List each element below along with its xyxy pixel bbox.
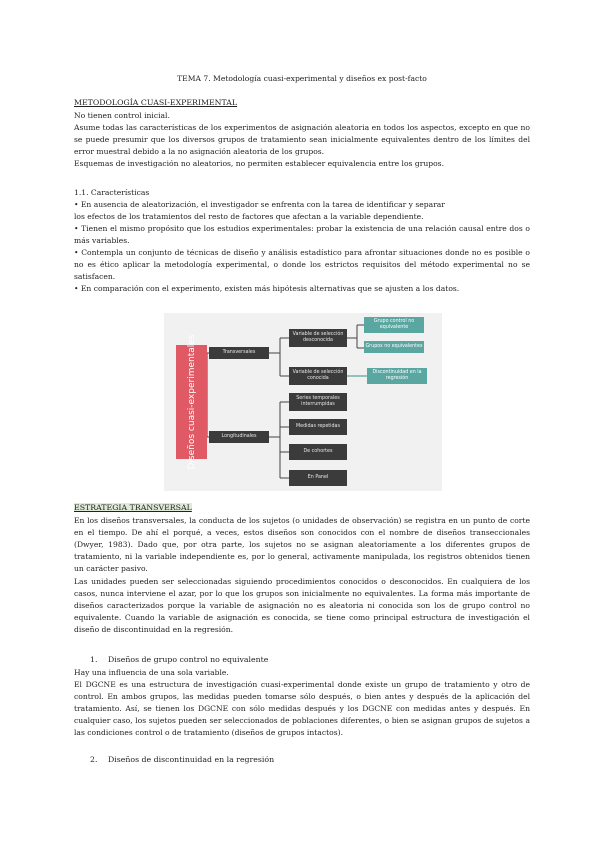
page-title: TEMA 7. Metodología cuasi-experimental y diseños ex post-facto	[177, 74, 427, 83]
bullet-1b: los efectos de los tratamientos del resto de factores que afectan a la variable dependiente.	[74, 212, 424, 221]
node-longitudinales: Longitudinales	[209, 431, 269, 443]
node-medidas: Medidas repetidas	[289, 419, 347, 435]
paragraph-dgcne: El DGCNE es una estructura de investigación cuasi-experimental donde existe un grupo de tratamiento y otro de control. En ambos grupos, las medidas pueden tomarse sólo después, o bien antes y después de la aplicación del tratamiento. Así, se tienen los DGCNE con sólo medidas después y los DGCNE con medidas antes y después. En cualquier caso, los sujetos pueden ser seleccionados de poblaciones diferentes, o bien se asignan grupos de sujetos a las condiciones control o de tratamiento (diseños de grupos intactos).	[74, 680, 530, 737]
bullet-4: • En comparación con el experimento, existen más hipótesis alternativas que se ajusten a los datos.	[74, 284, 460, 293]
node-discontinuidad: Discontinuidad en la regresión	[367, 368, 427, 384]
node-transversales: Transversales	[209, 347, 269, 359]
heading-transversal-text: ESTRATEGIA TRANSVERSAL	[74, 503, 192, 512]
classification-diagram	[164, 313, 442, 491]
node-grupo-control: Grupo control no equivalente	[364, 317, 424, 333]
paragraph-transversal-1: En los diseños transversales, la conducta de los sujetos (o unidades de observación) se registra en un punto de corte en el tiempo. De ahí el porqué, a veces, estos diseños son conocidos con el nombre de diseños transeccionales (Dwyer, 1983). Dado que, por otra parte, los sujetos no se asignan aleatoriamente a los diferentes grupos de tratamiento, ni la variable independiente es, por lo general, activamente manipulada, los registros obtenidos tienen un carácter pasivo.	[74, 516, 530, 573]
section-heading-transversal	[74, 503, 192, 512]
bullet-1a: • En ausencia de aleatorización, el investigador se enfrenta con la tarea de identificar y separar	[74, 200, 445, 209]
list-item-1: Diseños de grupo control no equivalente	[108, 655, 269, 664]
bullet-2: • Tienen el mismo propósito que los estudios experimentales: probar la existencia de una relación causal entre dos o más variables.	[74, 224, 530, 245]
node-cohortes: De cohortes	[289, 444, 347, 460]
list-item-2: Diseños de discontinuidad en la regresión	[108, 755, 275, 764]
node-panel: En Panel	[289, 470, 347, 486]
text-influencia: Hay una influencia de una sola variable.	[74, 668, 229, 677]
subheading-caracteristicas: 1.1. Características	[74, 188, 150, 197]
section-heading-cuasi: METODOLOGÍA CUASI-EXPERIMENTAL	[74, 98, 238, 107]
node-series: Series temporales interrumpidas	[289, 393, 347, 411]
text-esquemas: Esquemas de investigación no aleatorios, no permiten establecer equivalencia entre los grupos.	[74, 159, 444, 168]
node-vsel-conocida: Variable de selección conocida	[289, 367, 347, 385]
list-number-2: 2.	[90, 755, 98, 764]
node-grupos-intactos: Grupos no equivalentes	[364, 341, 424, 353]
text-no-control: No tienen control inicial.	[74, 111, 170, 120]
list-number-1: 1.	[90, 655, 98, 664]
bullet-3: • Contempla un conjunto de técnicas de diseño y análisis estadístico para afrontar situaciones donde no es posible o no es ético aplicar la metodología experimental, o donde los estrictos requisitos del método experimental no se satisfacen.	[74, 248, 530, 281]
paragraph-asume: Asume todas las características de los experimentos de asignación aleatoria en todos los aspectos, excepto en que no se puede presumir que los diversos grupos de tratamiento sean inicialmente equivalentes dentro de los límites del error muestral debido a la no asignación aleatoria de los grupos.	[74, 123, 530, 156]
paragraph-transversal-2: Las unidades pueden ser seleccionadas siguiendo procedimientos conocidos o desconocidos. En cualquiera de los casos, nunca interviene el azar, por lo que los grupos son inicialmente no equivalentes. La forma más importante de diseños caracterizados porque la variable de asignación no es aleatoria ni conocida son los de grupo control no equivalente. Cuando la variable de asignación es conocida, se tiene como principal estructura de investigación el diseño de discontinuidad en la regresión.	[74, 577, 530, 634]
node-vsel-desconocida: Variable de selección desconocida	[289, 329, 347, 347]
root-label: Diseños cuasi-experimentales	[186, 334, 197, 470]
root-box	[176, 334, 207, 470]
